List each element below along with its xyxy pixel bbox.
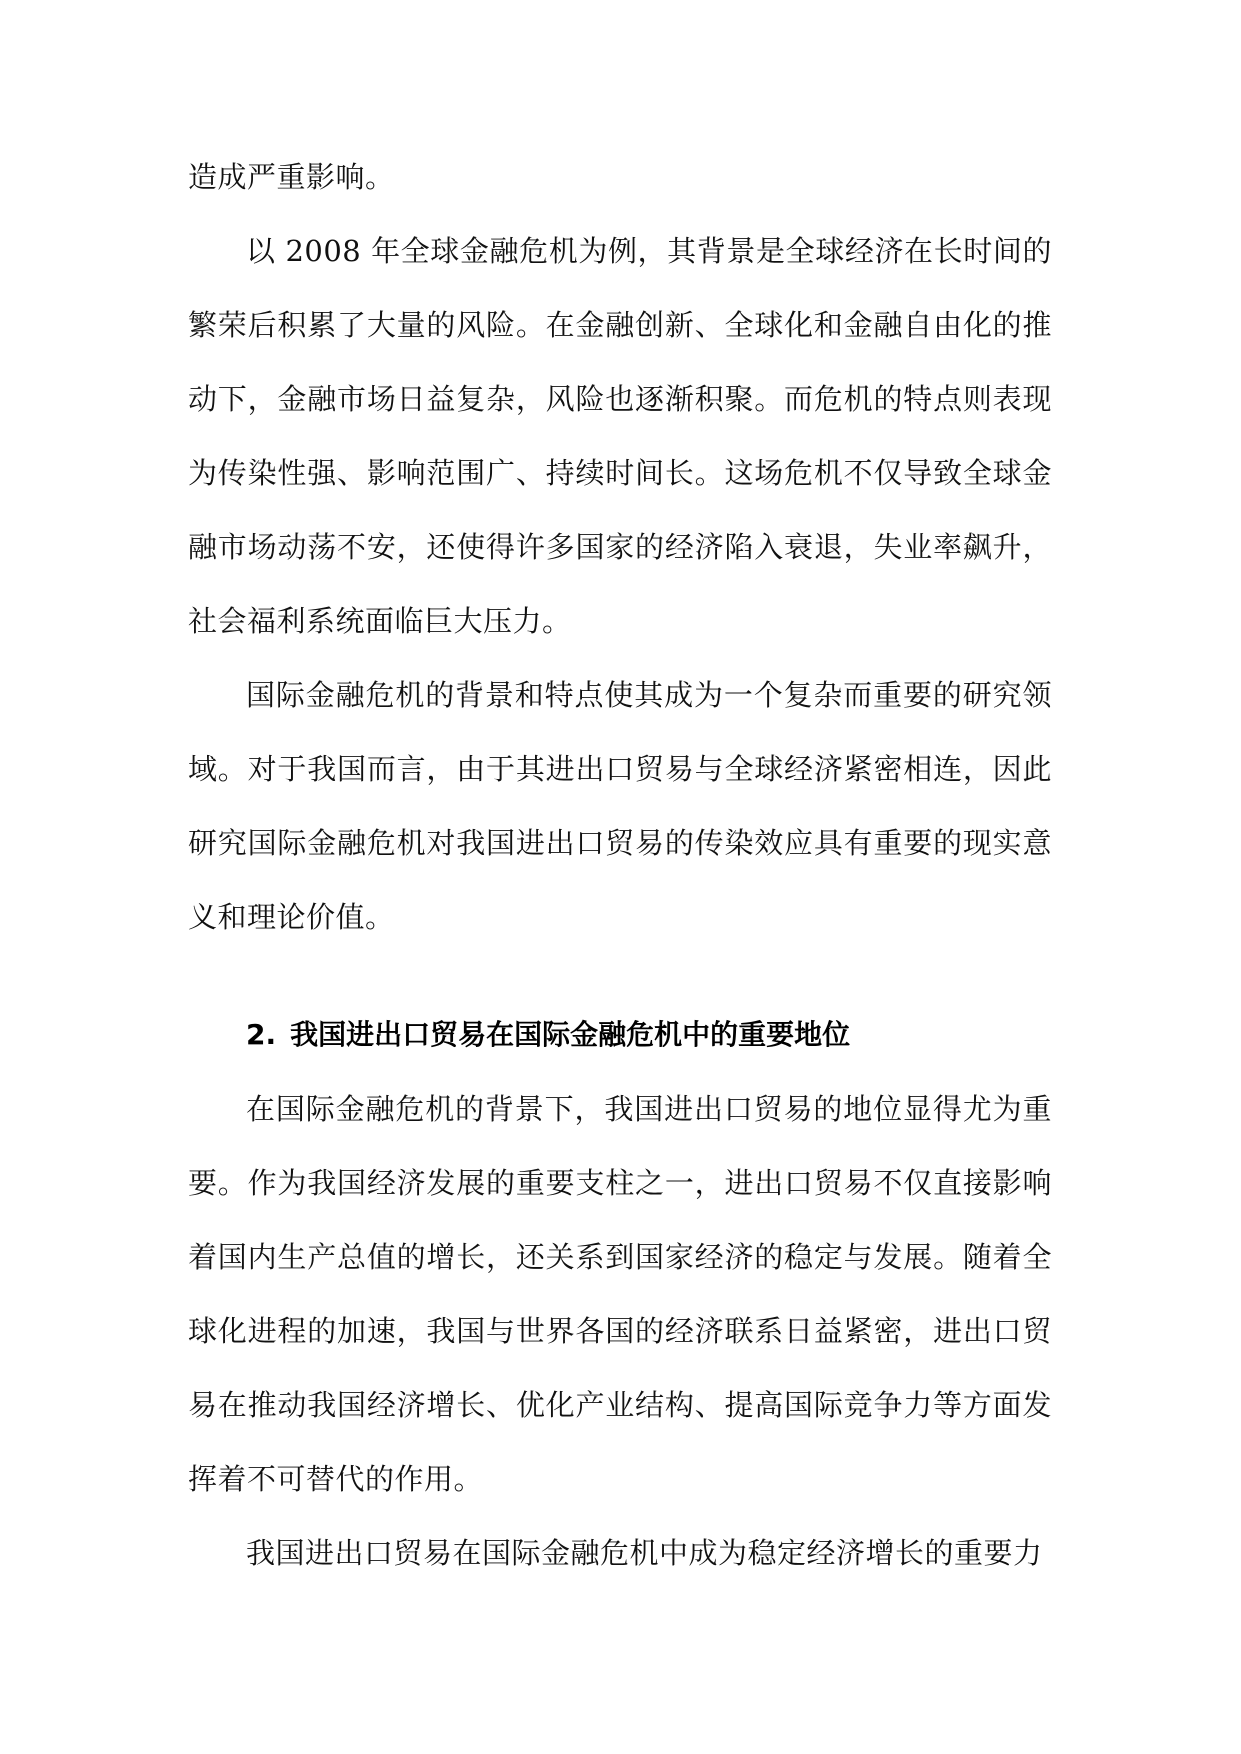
section-number: 2. bbox=[246, 1018, 277, 1051]
paragraph-trade-stabilizer: 我国进出口贸易在国际金融危机中成为稳定经济增长的重要力 bbox=[246, 1536, 1043, 1570]
section-title: 我国进出口贸易在国际金融危机中的重要地位 bbox=[290, 1018, 851, 1051]
document-page bbox=[188, 140, 1052, 1590]
paragraph-research-significance: 国际金融危机的背景和特点使其成为一个复杂而重要的研究领域。对于我国而言，由于其进出口贸易与全球经济紧密相连，因此研究国际金融危机对我国进出口贸易的传染效应具有重要的现实意义和理论价值。 bbox=[188, 678, 1052, 934]
paragraph-2008-crisis: 以 2008 年全球金融危机为例，其背景是全球经济在长时间的繁荣后积累了大量的风险。在金融创新、全球化和金融自由化的推动下，金融市场日益复杂，风险也逐渐积聚。而危机的特点则表现为传染性强、影响范围广、持续时间长。这场危机不仅导致全球金融市场动荡不安，还使得许多国家的经济陷入衰退，失业率飙升，社会福利系统面临巨大压力。 bbox=[188, 234, 1052, 638]
paragraph-trade-importance: 在国际金融危机的背景下，我国进出口贸易的地位显得尤为重要。作为我国经济发展的重要支柱之一，进出口贸易不仅直接影响着国内生产总值的增长，还关系到国家经济的稳定与发展。随着全球化进程的加速，我国与世界各国的经济联系日益紧密，进出口贸易在推动我国经济增长、优化产业结构、提高国际竞争力等方面发挥着不可替代的作用。 bbox=[188, 1092, 1052, 1496]
section-heading bbox=[188, 998, 1052, 1072]
paragraph-continuation: 造成严重影响。 bbox=[188, 160, 395, 194]
